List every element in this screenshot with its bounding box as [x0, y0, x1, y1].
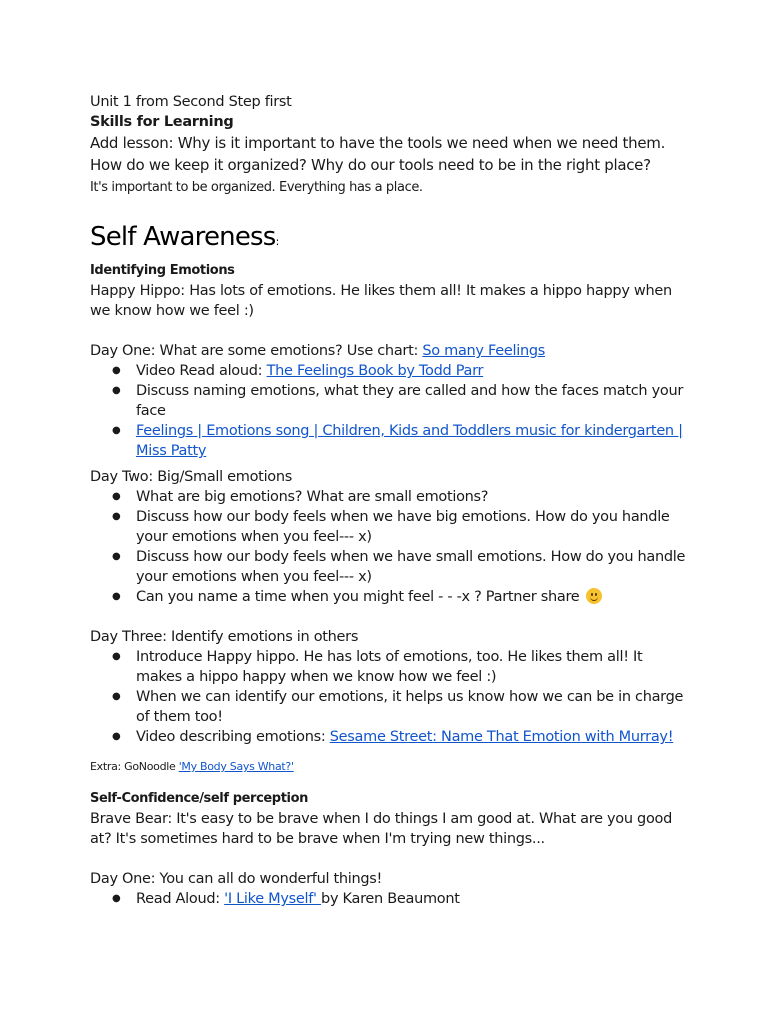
self-awareness-title: Self Awareness:	[90, 222, 279, 252]
my-body-says-what-link[interactable]: 'My Body Says What?'	[178, 760, 294, 773]
document-page	[90, 92, 690, 909]
list-item: ● Discuss how our body feels when we have small emotions. How do you handle your emotions when you feel--- x)	[90, 547, 690, 587]
day-two-intro: Day Two: Big/Small emotions	[90, 469, 293, 485]
i-like-myself-link[interactable]: 'I Like Myself'	[224, 891, 322, 907]
confidence-day-one-intro: Day One: You can all do wonderful things!	[90, 871, 383, 887]
add-lesson-text: Add lesson: Why is it important to have the tools we need when we need them. How do we keep it organized? Why do our tools need to be in the right place?	[90, 134, 666, 174]
feelings-book-link[interactable]: The Feelings Book by Todd Parr	[266, 363, 484, 379]
list-item: ● Read Aloud: 'I Like Myself' by Karen Beaumont	[90, 889, 690, 909]
list-item: ● Can you name a time when you might feel - - -x ? Partner share	[90, 587, 690, 607]
organized-text: It's important to be organized. Everything has a place.	[90, 180, 423, 195]
unit-line: Unit 1 from Second Step first	[90, 94, 292, 110]
list-item: ● Introduce Happy hippo. He has lots of emotions, too. He likes them all! It makes a hippo happy when we know how we feel :)	[90, 647, 690, 687]
day-three-list	[90, 647, 690, 747]
brave-bear-text: Brave Bear: It's easy to be brave when I do things I am good at. What are you good at? It's sometimes hard to be brave when I'm trying new things...	[90, 811, 673, 847]
list-item: ● When we can identify our emotions, it helps us know how we can be in charge of them too!	[90, 687, 690, 727]
feelings-song-link[interactable]: Feelings | Emotions song | Children, Kids and Toddlers music for kindergarten | Miss Patty	[136, 423, 683, 459]
day-two-list	[90, 487, 690, 607]
so-many-feelings-link[interactable]: So many Feelings	[422, 343, 546, 359]
extra-gonoodle: Extra: GoNoodle 'My Body Says What?'	[90, 760, 294, 773]
day-one-intro: Day One: What are some emotions? Use chart: So many Feelings	[90, 343, 546, 359]
sesame-street-link[interactable]: Sesame Street: Name That Emotion with Murray!	[329, 729, 674, 745]
skills-heading: Skills for Learning	[90, 114, 234, 130]
list-item: ● Discuss naming emotions, what they are called and how the faces match your face	[90, 381, 690, 421]
day-one-list	[90, 361, 690, 461]
happy-hippo-text: Happy Hippo: Has lots of emotions. He likes them all! It makes a hippo happy when we know how we feel :)	[90, 283, 672, 319]
list-item: ● Discuss how our body feels when we have big emotions. How do you handle your emotions when you feel--- x)	[90, 507, 690, 547]
confidence-day-one-list	[90, 889, 690, 909]
day-three-intro: Day Three: Identify emotions in others	[90, 629, 359, 645]
list-item: ● Video describing emotions: Sesame Street: Name That Emotion with Murray!	[90, 727, 690, 747]
self-confidence-heading: Self-Confidence/self perception	[90, 791, 308, 806]
identifying-emotions-heading: Identifying Emotions	[90, 263, 235, 278]
list-item: ● What are big emotions? What are small emotions?	[90, 487, 690, 507]
smiley-face-icon	[586, 588, 602, 604]
list-item	[90, 421, 690, 461]
list-item: ● Video Read aloud: The Feelings Book by Todd Parr	[90, 361, 690, 381]
